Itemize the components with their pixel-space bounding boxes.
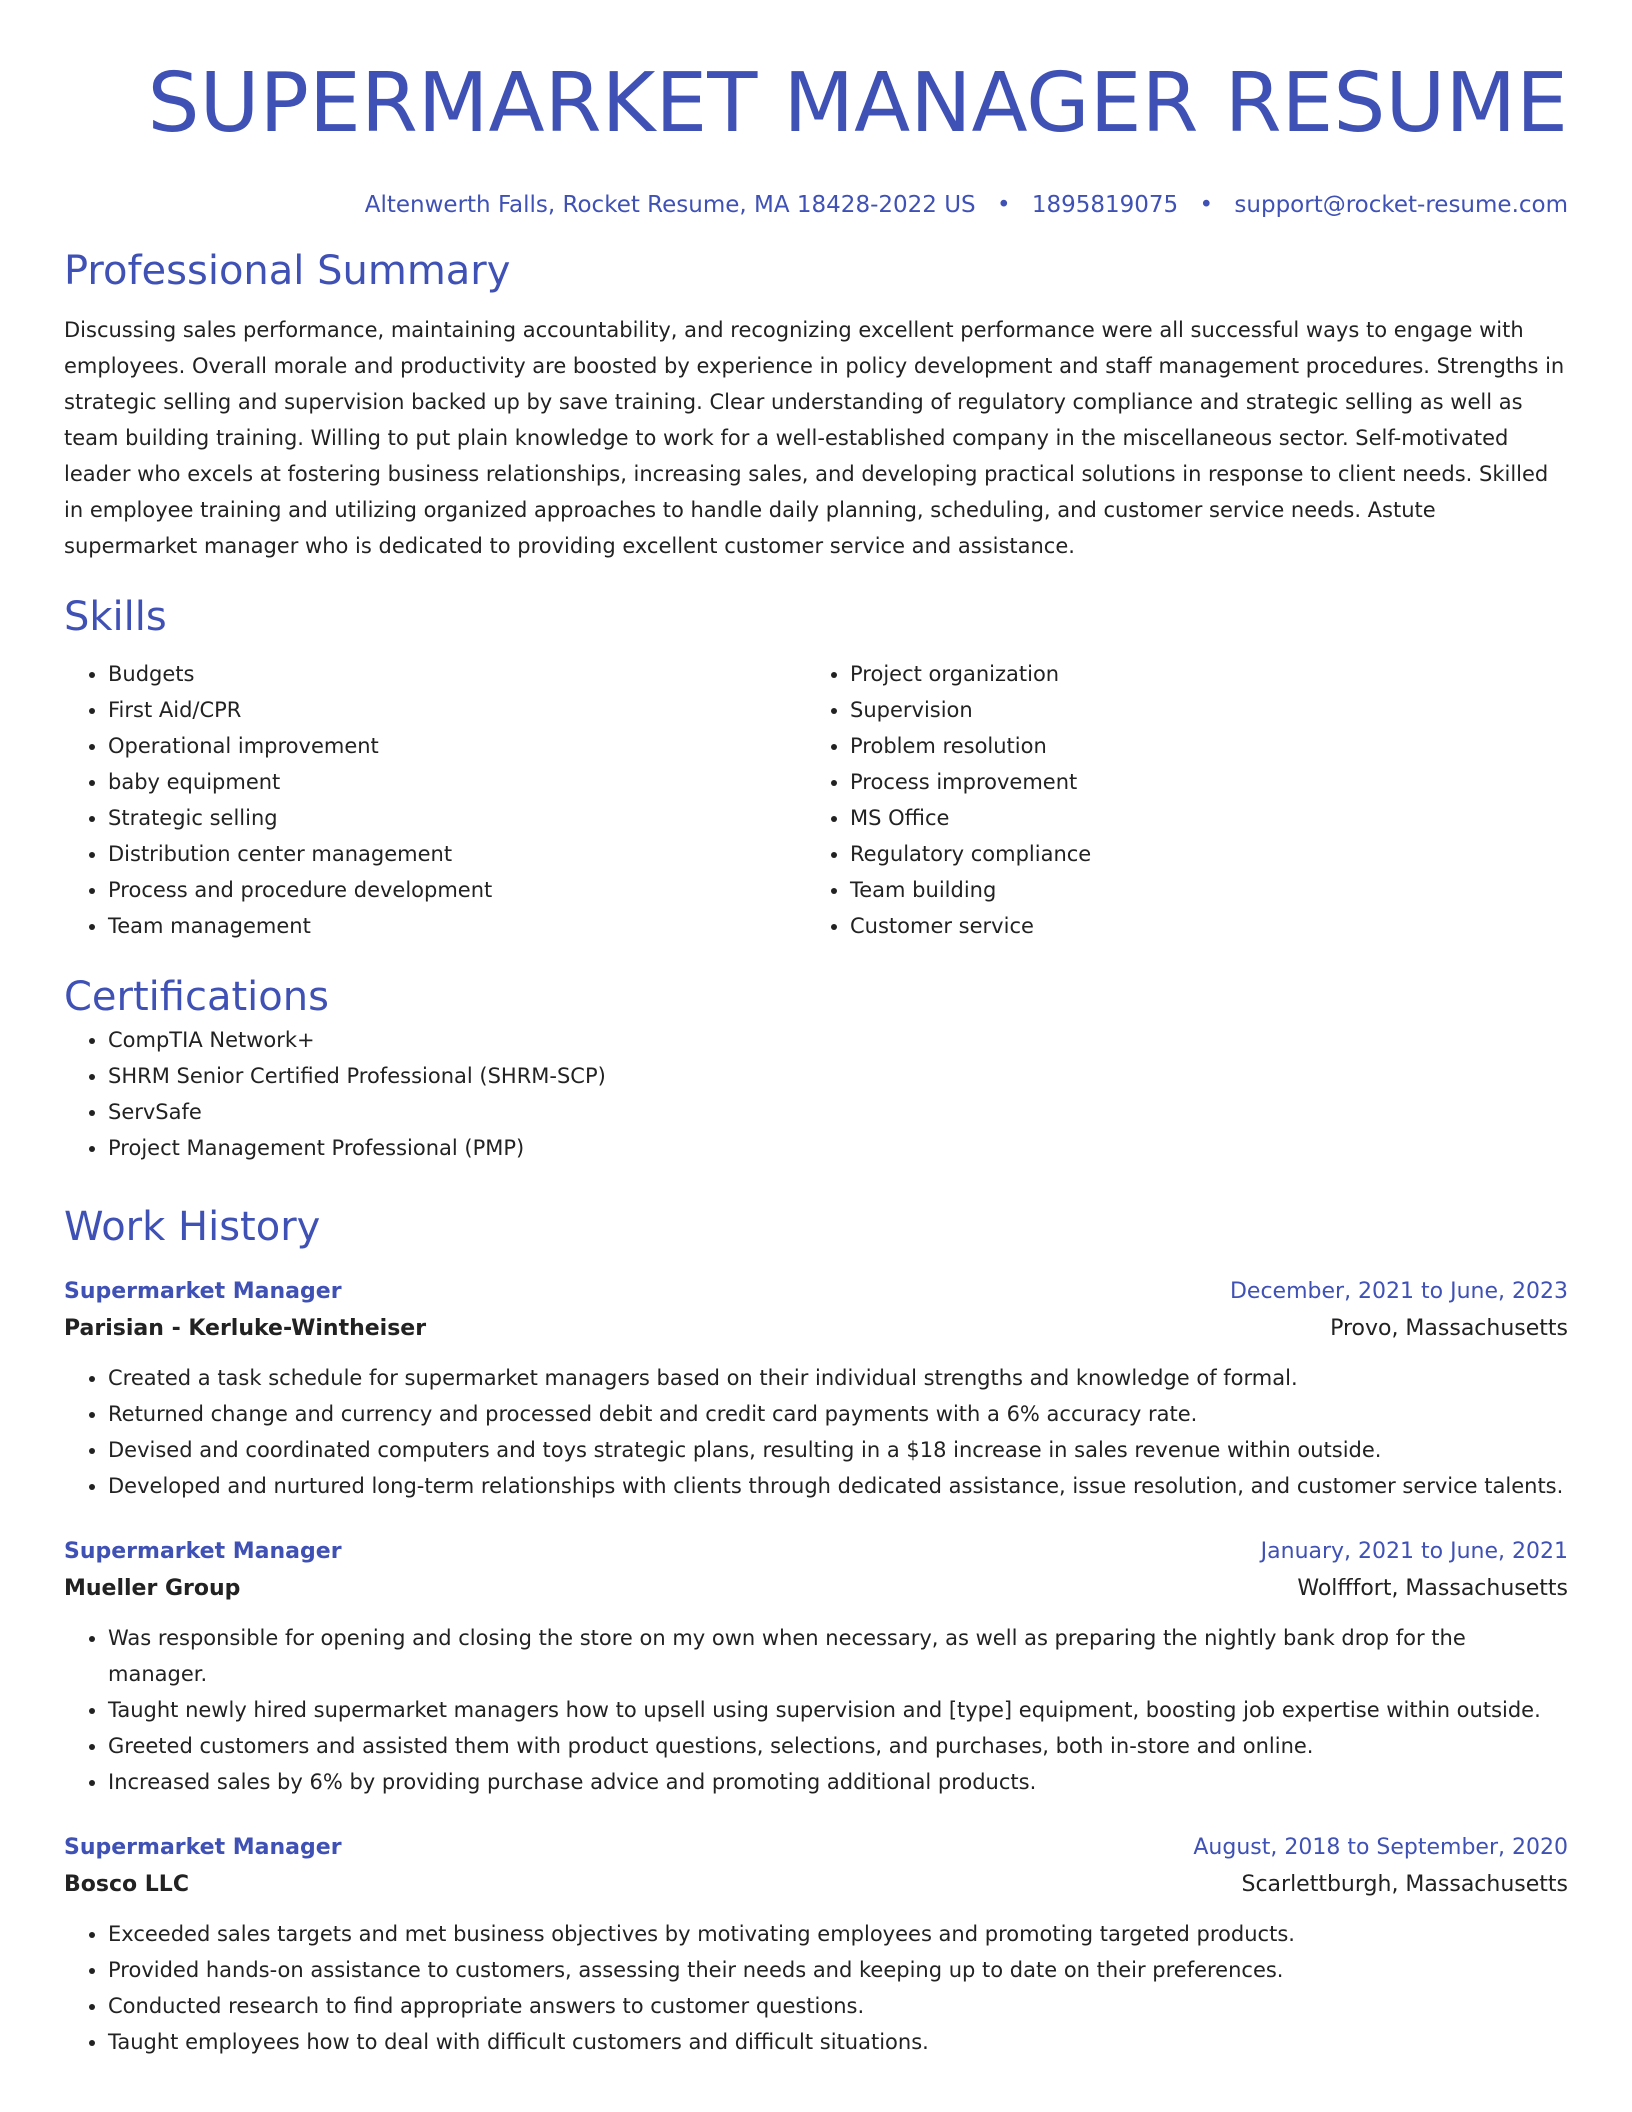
skill-item: • Supervision <box>850 692 1568 728</box>
job-header-row <box>64 1534 1568 1570</box>
certifications-list <box>64 1022 1568 1166</box>
skill-item: • First Aid/CPR <box>108 692 806 728</box>
skill-item: • Regulatory compliance <box>850 836 1568 872</box>
job-entry <box>64 1534 1568 1800</box>
skill-item: • Process and procedure development <box>108 872 806 908</box>
job-duties-list <box>64 1916 1568 2060</box>
certification-item: • CompTIA Network+ <box>108 1022 1568 1058</box>
job-dates: December, 2021 to June, 2023 <box>1229 1279 1568 1304</box>
resume-title: SUPERMARKET MANAGER RESUME <box>147 56 1568 151</box>
contact-address: Altenwerth Falls, Rocket Resume, MA 18428-2022 US <box>364 192 976 218</box>
skill-item: • MS Office <box>850 800 1568 836</box>
contact-separator: • <box>996 192 1011 218</box>
job-entry <box>64 1274 1568 1504</box>
skill-item: • baby equipment <box>108 764 806 800</box>
skills-column-right <box>806 656 1568 944</box>
contact-phone: 1895819075 <box>1031 192 1179 218</box>
job-company-row <box>64 1866 1568 1904</box>
certification-item: • Project Management Professional (PMP) <box>108 1130 1568 1166</box>
job-duty-item: • Created a task schedule for supermarket managers based on their individual strengths and knowledge of formal. <box>108 1360 1568 1396</box>
job-entry <box>64 1830 1568 2060</box>
job-title: Supermarket Manager <box>64 1835 342 1860</box>
job-title: Supermarket Manager <box>64 1539 342 1564</box>
job-duty-item: • Increased sales by 6% by providing purchase advice and promoting additional products. <box>108 1764 1568 1800</box>
section-title-work-history: Work History <box>64 1204 321 1250</box>
job-duty-item: • Taught employees how to deal with difficult customers and difficult situations. <box>108 2024 1568 2060</box>
job-company-row <box>64 1310 1568 1348</box>
job-duty-item: • Returned change and currency and processed debit and credit card payments with a 6% accuracy rate. <box>108 1396 1568 1432</box>
skill-item: • Project organization <box>850 656 1568 692</box>
skill-item: • Customer service <box>850 908 1568 944</box>
job-duty-item: • Developed and nurtured long-term relationships with clients through dedicated assistance, issue resolution, and customer service talents. <box>108 1468 1568 1504</box>
job-company: Parisian - Kerluke-Wintheiser <box>64 1316 427 1341</box>
job-title: Supermarket Manager <box>64 1279 342 1304</box>
contact-line <box>64 190 1568 220</box>
skill-item: • Team management <box>108 908 806 944</box>
job-company: Mueller Group <box>64 1576 241 1601</box>
job-header-row <box>64 1830 1568 1866</box>
job-dates: January, 2021 to June, 2021 <box>1260 1539 1568 1564</box>
section-title-summary: Professional Summary <box>64 248 511 294</box>
section-title-skills: Skills <box>64 594 167 640</box>
job-dates: August, 2018 to September, 2020 <box>1193 1835 1568 1860</box>
job-header-row <box>64 1274 1568 1310</box>
job-duties-list <box>64 1620 1568 1800</box>
job-duty-item: • Devised and coordinated computers and toys strategic plans, resulting in a $18 increase in sales revenue within outside. <box>108 1432 1568 1468</box>
skill-item: • Team building <box>850 872 1568 908</box>
certification-item: • SHRM Senior Certified Professional (SHRM-SCP) <box>108 1058 1568 1094</box>
job-duty-item: • Provided hands-on assistance to customers, assessing their needs and keeping up to date on their preferences. <box>108 1952 1568 1988</box>
summary-text: Discussing sales performance, maintaining accountability, and recognizing excellent performance were all successful ways to engage with employees. Overall morale and productivity are boosted by experience in policy development and staff management procedures. Strengths in strategic selling and supervision backed up by save training. Clear understanding of regulatory compliance and strategic selling as well as team building training. Willing to put plain knowledge to work for a well-established company in the miscellaneous sector. Self-motivated leader who excels at fostering business relationships, increasing sales, and developing practical solutions in response to client needs. Skilled in employee training and utilizing organized approaches to handle daily planning, scheduling, and customer service needs. Astute supermarket manager who is dedicated to providing excellent customer service and assistance. <box>64 318 1565 558</box>
skill-item: • Operational improvement <box>108 728 806 764</box>
job-company: Bosco LLC <box>64 1872 189 1897</box>
job-location: Wolfffort, Massachusetts <box>1297 1576 1568 1601</box>
skill-item: • Strategic selling <box>108 800 806 836</box>
job-duty-item: • Greeted customers and assisted them with product questions, selections, and purchases, both in-store and online. <box>108 1728 1568 1764</box>
job-duty-item: • Conducted research to find appropriate answers to customer questions. <box>108 1988 1568 2024</box>
certification-item: • ServSafe <box>108 1094 1568 1130</box>
skill-item: • Problem resolution <box>850 728 1568 764</box>
contact-email[interactable]: support@rocket-resume.com <box>1234 192 1568 218</box>
job-company-row <box>64 1570 1568 1608</box>
section-title-certifications: Certifications <box>64 974 329 1020</box>
job-location: Provo, Massachusetts <box>1330 1316 1568 1341</box>
skill-item: • Process improvement <box>850 764 1568 800</box>
job-location: Scarlettburgh, Massachusetts <box>1241 1872 1568 1897</box>
skill-item: • Distribution center management <box>108 836 806 872</box>
skills-list <box>64 656 1568 944</box>
job-duty-item: • Exceeded sales targets and met business objectives by motivating employees and promoting targeted products. <box>108 1916 1568 1952</box>
job-duty-item: • Was responsible for opening and closing the store on my own when necessary, as well as preparing the nightly bank drop for the manager. <box>108 1620 1568 1692</box>
skill-item: • Budgets <box>108 656 806 692</box>
contact-separator: • <box>1199 192 1214 218</box>
job-duty-item: • Taught newly hired supermarket managers how to upsell using supervision and [type] equipment, boosting job expertise within outside. <box>108 1692 1568 1728</box>
skills-column-left <box>64 656 806 944</box>
job-duties-list <box>64 1360 1568 1504</box>
